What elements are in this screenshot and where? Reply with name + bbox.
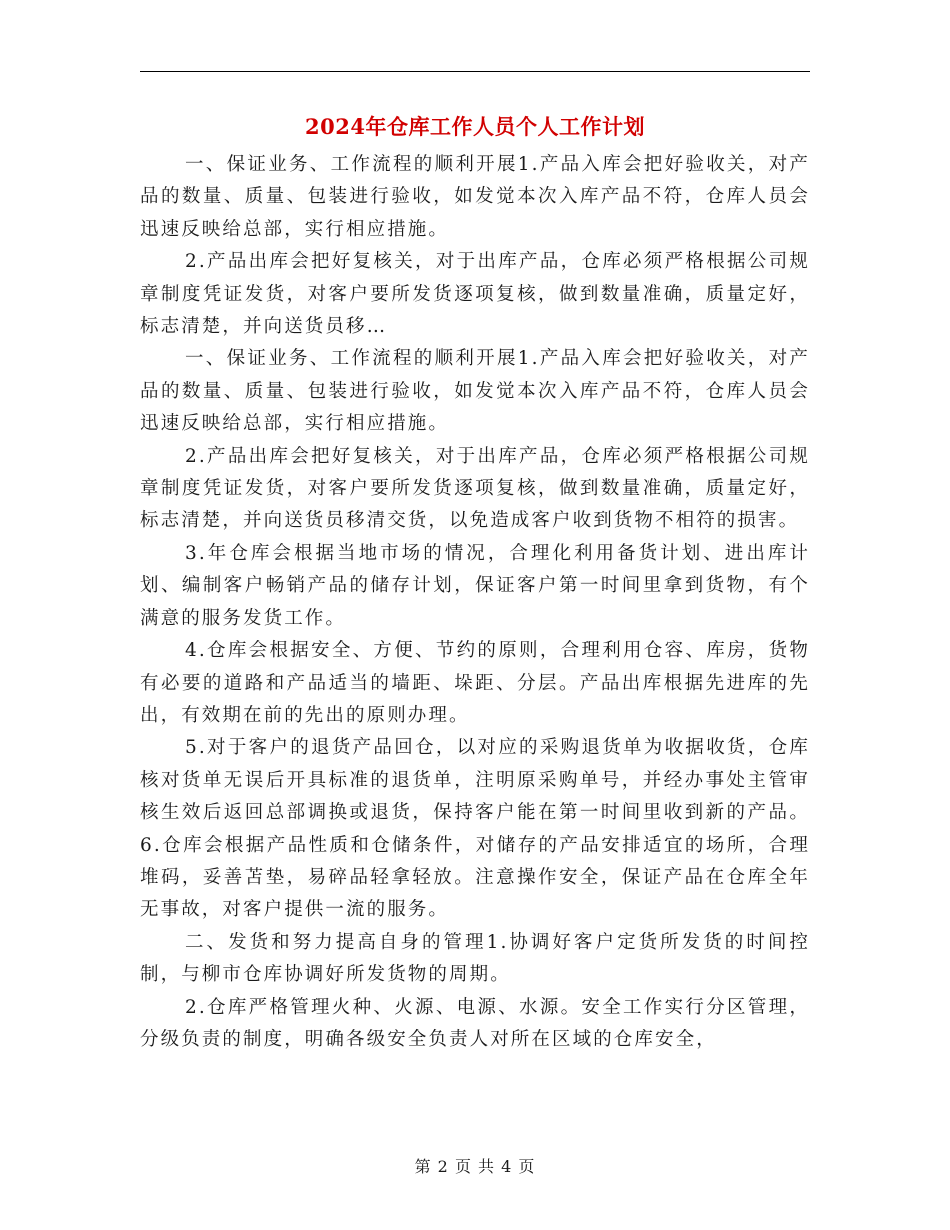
page-number-footer: 第 2 页 共 4 页 [414, 1157, 536, 1176]
paragraph: 二、发货和努力提高自身的管理1.协调好客户定货所发货的时间控制，与柳市仓库协调好所发货物的周期。 [140, 931, 810, 986]
paragraph: 一、保证业务、工作流程的顺利开展1.产品入库会把好验收关，对产品的数量、质量、包装进行验收，如发觉本次入库产品不符，仓库人员会迅速反映给总部，实行相应措施。 [140, 348, 810, 435]
document-title: 2024年仓库工作人员个人工作计划 [305, 114, 645, 139]
header-rule [140, 71, 810, 72]
paragraph: 2.仓库严格管理火种、火源、电源、水源。安全工作实行分区管理，分级负责的制度，明确各级安全负责人对所在区域的仓库安全， [140, 996, 810, 1050]
paragraph: 一、保证业务、工作流程的顺利开展1.产品入库会把好验收关，对产品的数量、质量、包装进行验收，如发觉本次入库产品不符，仓库人员会迅速反映给总部，实行相应措施。 [140, 154, 810, 240]
document-body [140, 149, 810, 1056]
paragraph: 4.仓库会根据安全、方便、节约的原则，合理利用仓容、库房，货物有必要的道路和产品适当的墙距、垛距、分层。产品出库根据先进库的先出，有效期在前的先出的原则办理。 [140, 640, 810, 726]
paragraph: 5.对于客户的退货产品回仓，以对应的采购退货单为收据收货，仓库核对货单无误后开具标准的退货单，注明原采购单号，并经办事处主管审核生效后返回总部调换或退货，保持客户能在第一时间里收到新的产品。6.仓库会根据产品性质和仓储条件，对储存的产品安排适宜的场所，合理堆码，妥善苫垫，易碎品轻拿轻放。注意操作安全，保证产品在仓库全年无事故，对客户提供一流的服务。 [140, 737, 810, 921]
paragraph: 3.年仓库会根据当地市场的情况，合理化利用备货计划、进出库计划、编制客户畅销产品的储存计划，保证客户第一时间里拿到货物，有个满意的服务发货工作。 [140, 542, 810, 629]
paragraph: 2.产品出库会把好复核关，对于出库产品，仓库必须严格根据公司规章制度凭证发货，对客户要所发货逐项复核，做到数量准确，质量定好，标志清楚，并向送货员移清交货，以免造成客户收到货物不相符的损害。 [140, 445, 810, 532]
paragraph: 2.产品出库会把好复核关，对于出库产品，仓库必须严格根据公司规章制度凭证发货，对客户要所发货逐项复核，做到数量准确，质量定好，标志清楚，并向送货员移… [140, 251, 810, 338]
